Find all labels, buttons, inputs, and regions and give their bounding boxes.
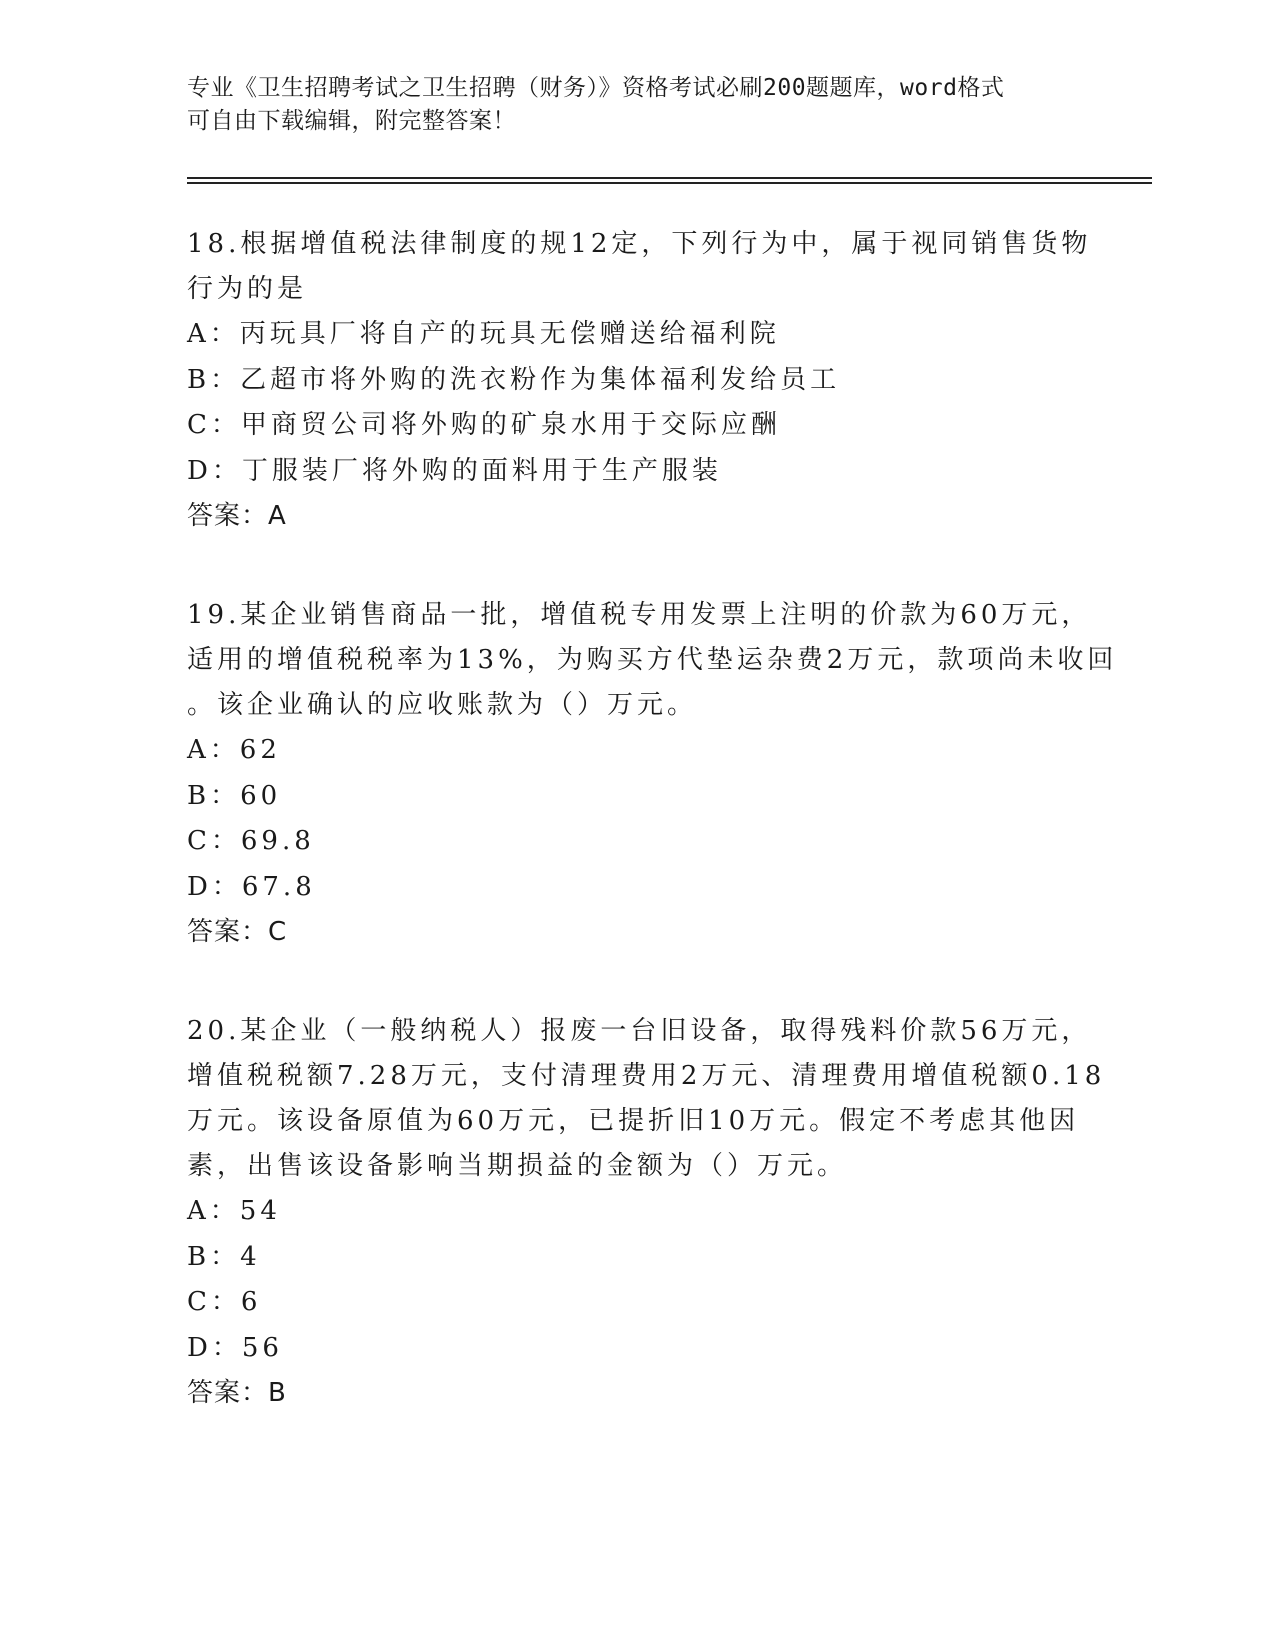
option-d: D：丁服装厂将外购的面料用于生产服装 xyxy=(187,455,722,486)
answer: 答案：C xyxy=(187,917,288,947)
question-text-line: 18.根据增值税法律制度的规12定，下列行为中，属于视同销售货物 xyxy=(187,229,1092,259)
answer: 答案：B xyxy=(187,1378,287,1408)
option-a: A：丙玩具厂将自产的玩具无偿赠送给福利院 xyxy=(187,319,780,349)
header-line-1: 专业《卫生招聘考试之卫生招聘（财务）》资格考试必刷200题题库，word格式 xyxy=(187,75,1005,101)
question-text-line: 。该企业确认的应收账款为（）万元。 xyxy=(187,690,698,720)
header-divider-top xyxy=(187,177,1152,179)
option-b: B：60 xyxy=(187,780,282,811)
header-line-2: 可自由下载编辑，附完整答案！ xyxy=(187,108,516,134)
option-c: C：甲商贸公司将外购的矿泉水用于交际应酬 xyxy=(187,410,781,440)
question-18 xyxy=(187,222,1107,539)
option-c: C：69.8 xyxy=(187,826,315,856)
question-text-line: 行为的是 xyxy=(187,274,308,304)
option-c: C：6 xyxy=(187,1287,262,1317)
option-a: A：62 xyxy=(187,735,281,765)
question-text-line: 20.某企业（一般纳税人）报废一台旧设备，取得残料价款56万元， xyxy=(187,1016,1092,1046)
question-text-line: 增值税税额7.28万元，支付清理费用2万元、清理费用增值税额0.18 xyxy=(187,1061,1106,1091)
document-header xyxy=(187,72,1087,138)
option-d: D：67.8 xyxy=(187,871,316,902)
option-b: B：4 xyxy=(187,1241,261,1272)
header-divider-bottom xyxy=(187,182,1152,184)
question-19 xyxy=(187,593,1118,955)
question-text-line: 素，出售该设备影响当期损益的金额为（）万元。 xyxy=(187,1151,848,1181)
option-a: A：54 xyxy=(187,1196,281,1226)
question-20 xyxy=(187,1009,1107,1416)
question-text-line: 万元。该设备原值为60万元，已提折旧10万元。假定不考虑其他因 xyxy=(187,1106,1080,1136)
answer: 答案：A xyxy=(187,501,287,531)
question-text-line: 19.某企业销售商品一批，增值税专用发票上注明的价款为60万元， xyxy=(187,600,1092,630)
option-b: B：乙超市将外购的洗衣粉作为集体福利发给员工 xyxy=(187,364,841,395)
option-d: D：56 xyxy=(187,1332,283,1363)
question-text-line: 适用的增值税税率为13%，为购买方代垫运杂费2万元，款项尚未收回 xyxy=(187,645,1118,675)
